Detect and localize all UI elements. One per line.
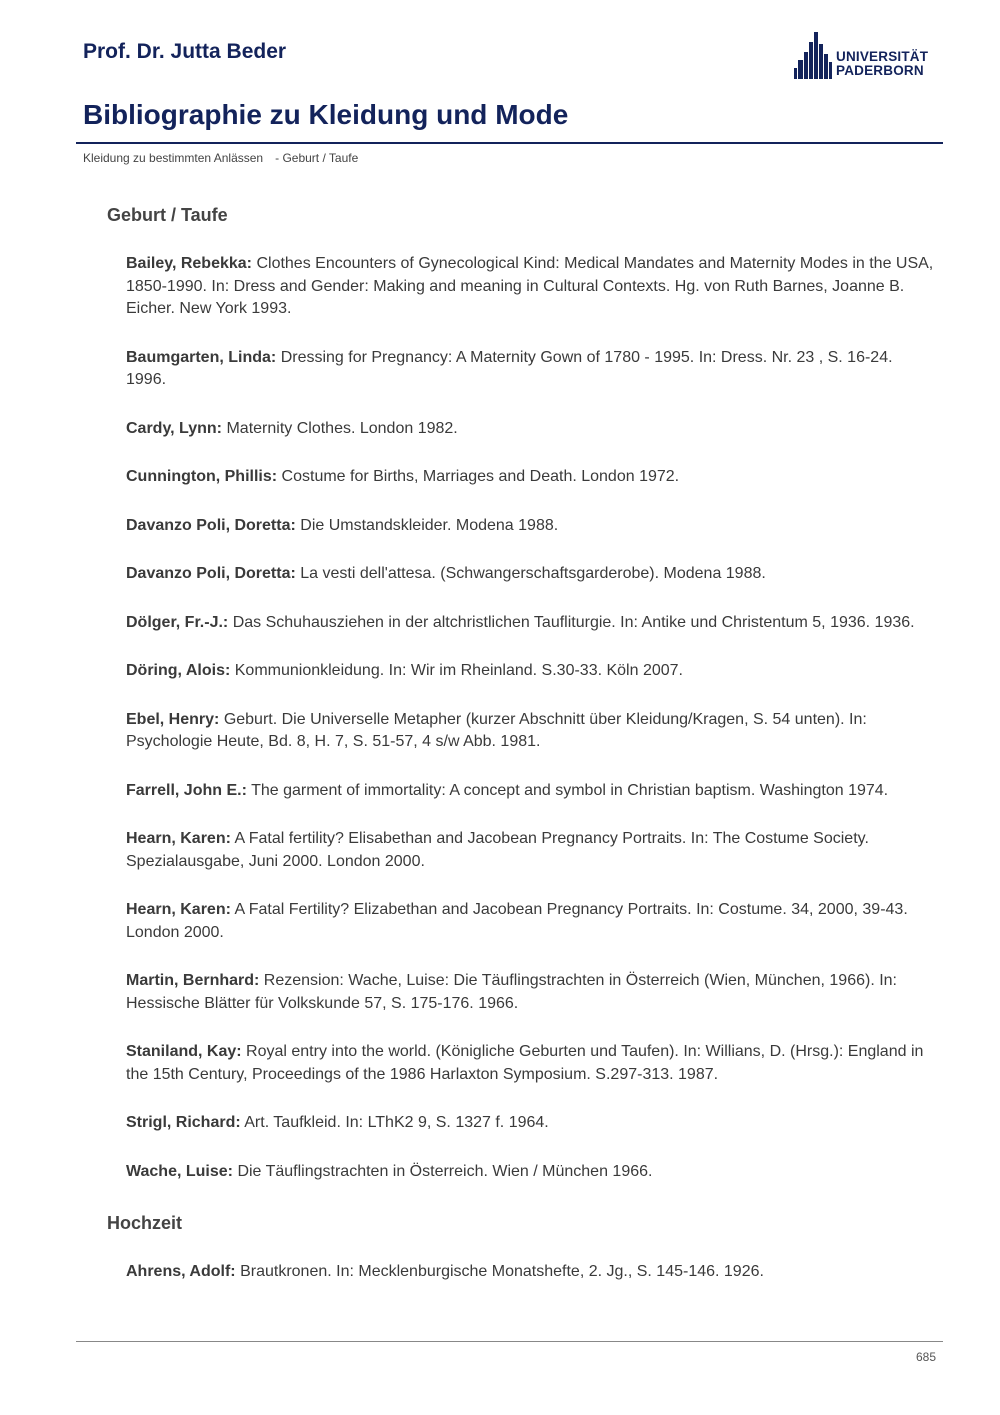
section-heading: Geburt / Taufe xyxy=(107,205,228,225)
entry-text: The garment of immortality: A concept and symbol in Christian baptism. Washington 1974. xyxy=(251,781,889,799)
breadcrumb-category: Kleidung zu bestimmten Anlässen xyxy=(83,151,264,165)
entry-author: Farrell, John E.: xyxy=(126,781,247,799)
footer-rule xyxy=(76,1341,943,1342)
entry-text: Die Umstandskleider. Modena 1988. xyxy=(300,516,559,534)
bibliography-entry xyxy=(126,660,937,683)
bibliography-entry xyxy=(126,1112,937,1135)
header-rule xyxy=(76,142,943,144)
bibliography-entry xyxy=(126,612,937,635)
entry-author: Martin, Bernhard: xyxy=(126,972,260,989)
entry-text: Geburt. Die Universelle Metapher (kurzer Abschnitt über Kleidung/Kragen, S. 54 unten). In: Psychologie Heute, Bd. 8, H. 7, S. 51-57, 4 s/w Abb. 1981. xyxy=(126,710,867,750)
logo-line-2: PADERBORN xyxy=(836,63,924,78)
entry-author: Hearn, Karen: xyxy=(126,901,231,918)
bibliography-entry xyxy=(126,515,937,538)
bibliography-content xyxy=(107,201,937,1310)
author-name: Prof. Dr. Jutta Beder xyxy=(83,40,287,63)
bibliography-entry xyxy=(126,899,937,944)
entry-author: Davanzo Poli, Doretta: xyxy=(126,565,296,582)
page-title: Bibliographie zu Kleidung und Mode xyxy=(83,99,569,130)
page-number: 685 xyxy=(916,1350,937,1364)
entry-text: A Fatal Fertility? Elizabethan and Jacobean Pregnancy Portraits. In: Costume. 34, 2000, 39-43. London 2000. xyxy=(126,901,908,941)
entry-text: Royal entry into the world. (Königliche Geburten und Taufen). In: Willians, D. (Hrsg.): England in the 15th Century, Proceedings of the 1986 Harlaxton Symposium. S.297-313. 1987. xyxy=(126,1043,924,1083)
entry-author: Bailey, Rebekka: xyxy=(126,255,252,272)
entry-text: Dressing for Pregnancy: A Maternity Gown of 1780 - 1995. In: Dress. Nr. 23 , S. 16-24. 1996. xyxy=(126,348,893,388)
bibliography-entry xyxy=(126,709,937,754)
entry-author: Wache, Luise: xyxy=(126,1162,233,1180)
bibliography-entry xyxy=(126,1261,937,1284)
entry-text: Kommunionkleidung. In: Wir im Rheinland. S.30-33. Köln 2007. xyxy=(234,662,683,679)
entry-author: Döring, Alois: xyxy=(126,662,231,679)
bibliography-entry xyxy=(126,1161,937,1184)
entry-text: Das Schuhausziehen in der altchristlichen Taufliturgie. In: Antike und Christentum 5, 1936. 1936. xyxy=(232,613,915,631)
breadcrumb-subcategory: - Geburt / Taufe xyxy=(275,151,359,165)
entry-author: Dölger, Fr.-J.: xyxy=(126,613,229,631)
university-logo xyxy=(794,32,934,80)
entry-text: Brautkronen. In: Mecklenburgische Monatshefte, 2. Jg., S. 145-146. 1926. xyxy=(240,1263,764,1280)
bibliography-entry xyxy=(126,418,937,441)
entry-author: Ebel, Henry: xyxy=(126,710,220,728)
entry-text: Art. Taufkleid. In: LThK2 9, S. 1327 f. 1964. xyxy=(244,1114,549,1131)
entry-author: Strigl, Richard: xyxy=(126,1114,241,1131)
bibliography-entry xyxy=(126,780,937,803)
breadcrumb xyxy=(83,151,358,165)
bibliography-entry xyxy=(126,970,937,1015)
entry-text: A Fatal fertility? Elisabethan and Jacobean Pregnancy Portraits. In: The Costume Society. Spezialausgabe, Juni 2000. London 2000. xyxy=(126,830,869,870)
section-heading: Hochzeit xyxy=(107,1213,183,1233)
logo-line-1: UNIVERSITÄT xyxy=(836,49,929,64)
entry-text: Maternity Clothes. London 1982. xyxy=(226,419,458,437)
paderborn-logo-icon xyxy=(794,32,834,80)
bibliography-entry xyxy=(126,253,937,321)
entry-author: Cardy, Lynn: xyxy=(126,419,223,437)
entry-author: Baumgarten, Linda: xyxy=(126,348,277,366)
entry-text: La vesti dell'attesa. (Schwangerschaftsgarderobe). Modena 1988. xyxy=(300,565,766,582)
bibliography-entry xyxy=(126,828,937,873)
entry-author: Ahrens, Adolf: xyxy=(126,1263,236,1280)
entry-author: Cunnington, Phillis: xyxy=(126,468,278,485)
entry-author: Davanzo Poli, Doretta: xyxy=(126,516,296,534)
entry-text: Clothes Encounters of Gynecological Kind: Medical Mandates and Maternity Modes in the USA, 1850-1990. In: Dress and Gender: Making and meaning in Cultural Contexts. Hg. von Ruth Barnes, Joanne B. Eicher. New York 1993. xyxy=(126,255,934,317)
entry-text: Die Täuflingstrachten in Österreich. Wien / München 1966. xyxy=(237,1162,653,1180)
bibliography-entry xyxy=(126,563,937,586)
entry-text: Costume for Births, Marriages and Death. London 1972. xyxy=(281,468,680,485)
bibliography-entry xyxy=(126,466,937,489)
entry-text: Rezension: Wache, Luise: Die Täuflingstrachten in Österreich (Wien, München, 1966). In: Hessische Blätter für Volkskunde 57, S. 175-176. 1966. xyxy=(126,972,897,1012)
bibliography-entry xyxy=(126,1041,937,1086)
entry-author: Hearn, Karen: xyxy=(126,830,231,847)
university-logo-text xyxy=(836,50,928,78)
bibliography-entry xyxy=(126,347,937,392)
entry-author: Staniland, Kay: xyxy=(126,1043,242,1060)
